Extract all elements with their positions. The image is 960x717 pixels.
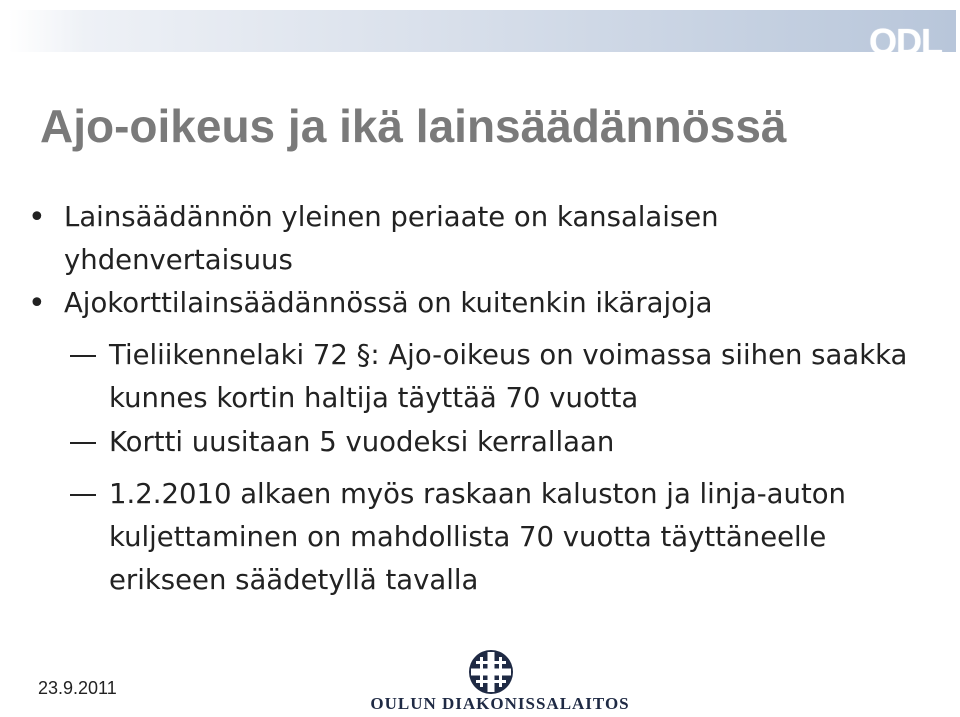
odl-logo: ODL (869, 21, 942, 62)
cross-emblem-icon (467, 648, 515, 696)
slide-title: Ajo-oikeus ja ikä lainsäädännössä (40, 100, 787, 152)
bullet-dot-icon: • (28, 200, 46, 235)
sub-bullet-text: Tieliikennelaki 72 §: Ajo-oikeus on voimassa siihen saakka kunnes kortin haltija täyttää 70 vuotta (109, 339, 908, 414)
dash-bullet-icon (70, 494, 96, 496)
organization-name: OULUN DIAKONISSALAITOS (370, 694, 630, 713)
sub-bullet-text: Kortti uusitaan 5 vuodeksi kerrallaan (109, 426, 615, 458)
dash-bullet-icon (70, 442, 96, 444)
dash-bullet-icon (70, 355, 96, 357)
bullet-text: Ajokorttilainsäädännössä on kuitenkin ikärajoja (64, 287, 713, 319)
sub-bullet-text: 1.2.2010 alkaen myös raskaan kaluston ja linja-auton kuljettaminen on mahdollista 70 vuotta täyttäneelle erikseen säädetyllä tavalla (109, 478, 846, 596)
bullet-text: Lainsäädännön yleinen periaate on kansalaisen yhdenvertaisuus (64, 201, 719, 276)
diakonissalaitos-logo (355, 648, 645, 714)
header-gradient-bar (9, 10, 956, 62)
bullet-dot-icon: • (28, 286, 46, 321)
footer-date: 23.9.2011 (38, 678, 117, 698)
